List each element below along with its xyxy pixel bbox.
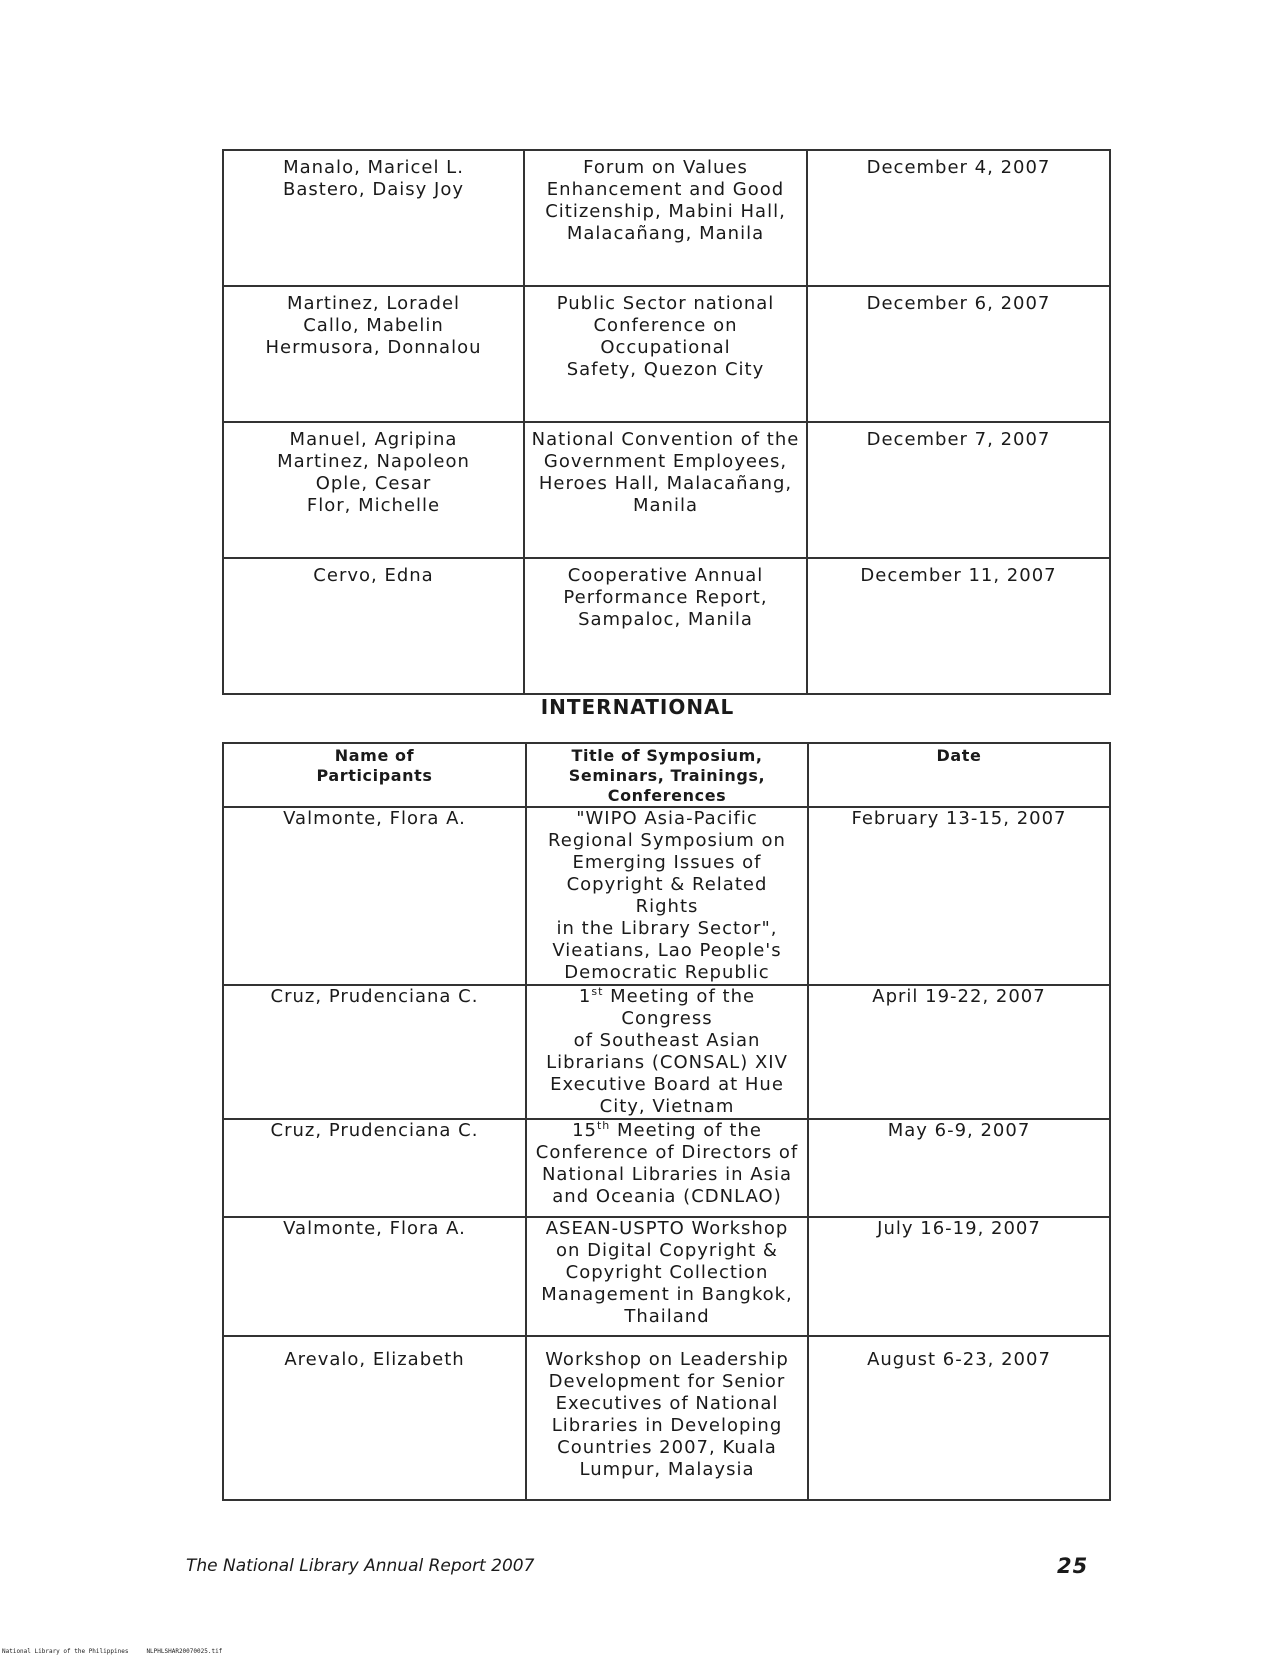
column-header-title bbox=[526, 743, 808, 807]
participants-cell bbox=[223, 422, 524, 558]
header-line: Name of bbox=[334, 746, 415, 765]
column-header-date bbox=[808, 743, 1110, 807]
header-line: Participants bbox=[316, 766, 433, 785]
participant-name: Martinez, Loradel bbox=[286, 293, 461, 314]
event-title-cell bbox=[526, 985, 808, 1119]
event-title-line: on Digital Copyright & bbox=[556, 1240, 778, 1261]
event-date-cell bbox=[808, 985, 1110, 1119]
participant-name: Martinez, Napoleon bbox=[277, 451, 470, 472]
event-title-cell bbox=[524, 558, 807, 694]
ordinal-number: 15 bbox=[572, 1120, 597, 1141]
local-participants-table bbox=[222, 149, 1111, 695]
column-header-participants bbox=[223, 743, 526, 807]
header-line: Title of Symposium, bbox=[571, 746, 763, 765]
participant-name: Valmonte, Flora A. bbox=[283, 808, 466, 829]
event-title-cell bbox=[526, 807, 808, 985]
event-date: May 6-9, 2007 bbox=[887, 1120, 1031, 1141]
event-title-line: Forum on Values bbox=[583, 157, 748, 178]
event-title-text: Meeting of the Congress bbox=[603, 986, 756, 1029]
event-date: February 13-15, 2007 bbox=[851, 808, 1067, 829]
ordinal-number: 1 bbox=[578, 986, 592, 1007]
event-title-line: Executive Board at Hue bbox=[550, 1074, 784, 1095]
event-title-line: Citizenship, Mabini Hall, bbox=[545, 201, 786, 222]
footer-report-title: The National Library Annual Report 2007 bbox=[186, 1556, 535, 1576]
event-date-cell bbox=[808, 807, 1110, 985]
header-line: Date bbox=[936, 746, 982, 765]
scan-label bbox=[2, 1648, 222, 1655]
ordinal-suffix: st bbox=[591, 985, 604, 998]
participant-name: Arevalo, Elizabeth bbox=[284, 1349, 465, 1370]
event-title-line: Democratic Republic bbox=[564, 962, 770, 983]
event-date-cell bbox=[807, 558, 1110, 694]
event-title-line: of Southeast Asian bbox=[573, 1030, 761, 1051]
participant-name: Valmonte, Flora A. bbox=[283, 1218, 466, 1239]
event-date: December 11, 2007 bbox=[860, 565, 1057, 586]
event-title-line: Enhancement and Good bbox=[546, 179, 785, 200]
participants-cell bbox=[223, 1336, 526, 1500]
scan-filename: NLPHLSHAR20070025.tif bbox=[146, 1648, 223, 1655]
table-row bbox=[223, 422, 1110, 558]
event-title-line: Workshop on Leadership bbox=[545, 1349, 789, 1370]
event-title-line: Performance Report, bbox=[563, 587, 768, 608]
event-date: July 16-19, 2007 bbox=[877, 1218, 1041, 1239]
event-title-line: Public Sector national bbox=[556, 293, 775, 314]
event-title-line: Government Employees, bbox=[543, 451, 788, 472]
event-title-line: Countries 2007, Kuala bbox=[557, 1437, 777, 1458]
event-title-line: Librarians (CONSAL) XIV bbox=[546, 1052, 788, 1073]
participants-cell bbox=[223, 558, 524, 694]
event-date-cell bbox=[807, 286, 1110, 422]
event-title-line: Copyright & Related Rights bbox=[566, 874, 768, 917]
event-title-line: Manila bbox=[632, 495, 698, 516]
event-title-line: Management in Bangkok, bbox=[541, 1284, 793, 1305]
event-title-line: Libraries in Developing bbox=[551, 1415, 783, 1436]
event-date: August 6-23, 2007 bbox=[867, 1349, 1051, 1370]
event-title-cell bbox=[526, 1119, 808, 1217]
event-title-cell bbox=[526, 1217, 808, 1336]
participants-cell bbox=[223, 807, 526, 985]
table-row bbox=[223, 1119, 1110, 1217]
event-title-text: Meeting of the bbox=[610, 1120, 762, 1141]
event-title-line: Emerging Issues of bbox=[572, 852, 762, 873]
international-participants-table bbox=[222, 742, 1111, 1501]
event-title-cell bbox=[524, 422, 807, 558]
event-title-line: Safety, Quezon City bbox=[566, 359, 765, 380]
scan-institution: National Library of the Philippines bbox=[2, 1648, 129, 1655]
event-title-line: Conference on Occupational bbox=[593, 315, 738, 358]
participant-name: Cervo, Edna bbox=[313, 565, 434, 586]
event-date-cell bbox=[807, 150, 1110, 286]
event-title-line bbox=[533, 986, 801, 1030]
participant-name: Cruz, Prudenciana C. bbox=[270, 986, 479, 1007]
participant-name: Cruz, Prudenciana C. bbox=[270, 1120, 479, 1141]
event-title-line: Malacañang, Manila bbox=[566, 223, 765, 244]
participant-name: Bastero, Daisy Joy bbox=[283, 179, 464, 200]
participant-name: Flor, Michelle bbox=[306, 495, 441, 516]
event-date: December 4, 2007 bbox=[866, 157, 1051, 178]
event-title-line: Executives of National bbox=[555, 1393, 779, 1414]
event-title-line: Thailand bbox=[624, 1306, 710, 1327]
ordinal-suffix: th bbox=[596, 1119, 611, 1132]
page-number: 25 bbox=[1057, 1554, 1089, 1578]
event-date: December 6, 2007 bbox=[866, 293, 1051, 314]
event-title-line: National Convention of the bbox=[531, 429, 800, 450]
table-row bbox=[223, 150, 1110, 286]
participants-cell bbox=[223, 1217, 526, 1336]
header-line: Seminars, Trainings, bbox=[568, 766, 766, 785]
event-title-line: in the Library Sector", bbox=[556, 918, 778, 939]
event-title-line: ASEAN-USPTO Workshop bbox=[545, 1218, 789, 1239]
participant-name: Ople, Cesar bbox=[315, 473, 432, 494]
event-title-line: Copyright Collection bbox=[565, 1262, 769, 1283]
table-row bbox=[223, 1217, 1110, 1336]
event-date-cell bbox=[808, 1119, 1110, 1217]
participant-name: Manalo, Maricel L. bbox=[283, 157, 464, 178]
event-date: December 7, 2007 bbox=[866, 429, 1051, 450]
participant-name: Manuel, Agripina bbox=[289, 429, 458, 450]
event-title-line: Cooperative Annual bbox=[567, 565, 764, 586]
table-header-row bbox=[223, 743, 1110, 807]
participant-name: Callo, Mabelin bbox=[303, 315, 444, 336]
event-title-line: Lumpur, Malaysia bbox=[579, 1459, 755, 1480]
event-title-line bbox=[533, 1120, 801, 1142]
event-title-cell bbox=[524, 286, 807, 422]
participants-cell bbox=[223, 150, 524, 286]
event-title-line: "WIPO Asia-Pacific bbox=[576, 808, 758, 829]
table-row bbox=[223, 1336, 1110, 1500]
participants-cell bbox=[223, 1119, 526, 1217]
event-title-line: Heroes Hall, Malacañang, bbox=[538, 473, 793, 494]
event-title-line: Development for Senior bbox=[548, 1371, 786, 1392]
event-date-cell bbox=[807, 422, 1110, 558]
event-title-cell bbox=[524, 150, 807, 286]
international-section-heading: INTERNATIONAL bbox=[540, 695, 735, 719]
header-line: Conferences bbox=[607, 786, 727, 805]
event-title-line: National Libraries in Asia bbox=[541, 1164, 793, 1185]
table-row bbox=[223, 985, 1110, 1119]
event-date: April 19-22, 2007 bbox=[872, 986, 1046, 1007]
event-title-line: Vieatians, Lao People's bbox=[552, 940, 782, 961]
participants-cell bbox=[223, 985, 526, 1119]
event-title-line: Regional Symposium on bbox=[548, 830, 786, 851]
event-date-cell bbox=[808, 1217, 1110, 1336]
event-title-line: Sampaloc, Manila bbox=[578, 609, 753, 630]
table-row bbox=[223, 807, 1110, 985]
table-row bbox=[223, 558, 1110, 694]
event-title-line: and Oceania (CDNLAO) bbox=[552, 1186, 782, 1207]
table-row bbox=[223, 286, 1110, 422]
participant-name: Hermusora, Donnalou bbox=[265, 337, 482, 358]
event-date-cell bbox=[808, 1336, 1110, 1500]
event-title-cell bbox=[526, 1336, 808, 1500]
event-title-line: City, Vietnam bbox=[599, 1096, 735, 1117]
event-title-line: Conference of Directors of bbox=[535, 1142, 799, 1163]
participants-cell bbox=[223, 286, 524, 422]
